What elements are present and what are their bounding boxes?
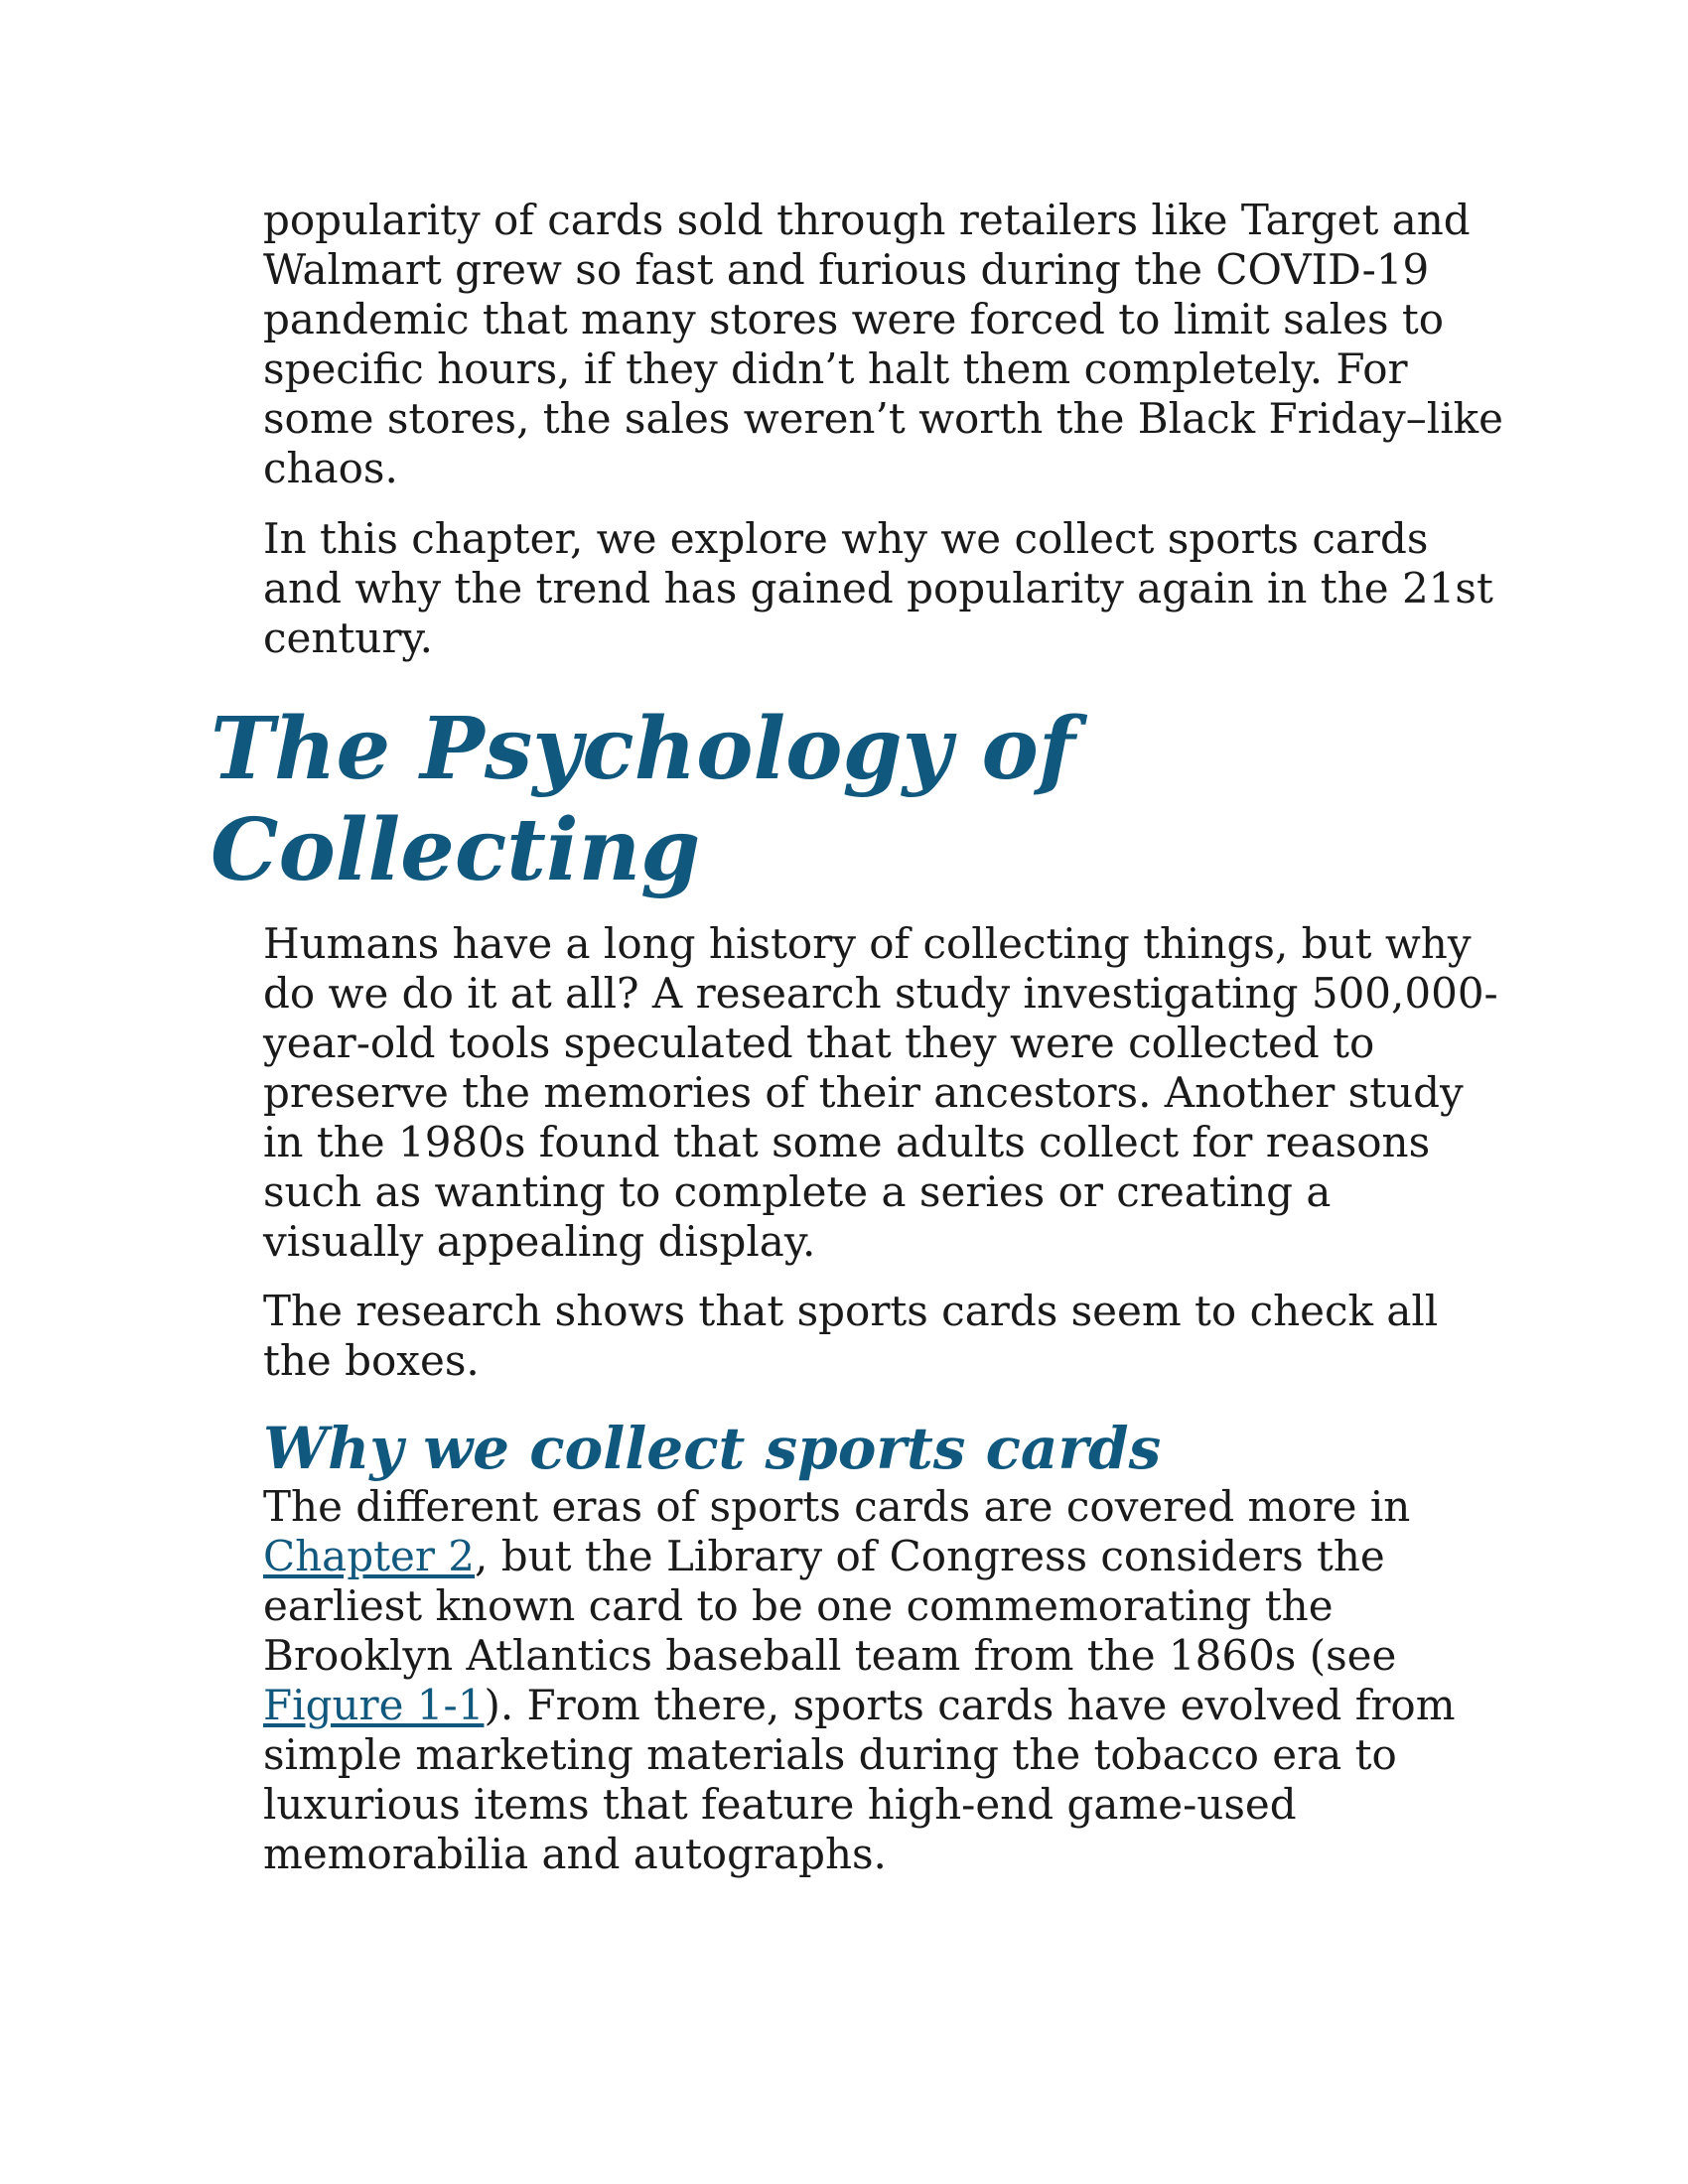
- paragraph-card-eras-text-1: The different eras of sports cards are covered more in: [263, 1482, 1411, 1531]
- section-heading-psychology-of-collecting: [211, 699, 1501, 901]
- paragraph-chapter-intro: In this chapter, we explore why we collect sports cards and why the trend has gained popularity again in the 21st century.: [263, 514, 1493, 662]
- paragraph-retail-popularity: popularity of cards sold through retailers like Target and Walmart grew so fast and furious during the COVID-19 pandemic that many stores were forced to limit sales to specific hours, if they didn’t halt them completely. For some stores, the sales weren’t worth the Black Friday–like chaos.: [263, 196, 1503, 492]
- figure-1-1-link[interactable]: Figure 1-1: [263, 1681, 485, 1729]
- paragraph-card-eras-text-3: ). From there, sports cards have evolved from simple marketing materials during the tobacco era to luxurious items that feature high-end game-used memorabilia and autographs.: [263, 1681, 1456, 1878]
- paragraph-research-boxes: The research shows that sports cards seem to check all the boxes.: [263, 1287, 1439, 1385]
- chapter-2-link[interactable]: Chapter 2: [263, 1532, 475, 1580]
- subsection-heading-why-we-collect: Why we collect sports cards: [263, 1415, 1162, 1482]
- paragraph-card-eras: [263, 1482, 1504, 1879]
- section-heading-line-1: The Psychology of: [211, 699, 1075, 799]
- paragraph-history-of-collecting: Humans have a long history of collecting things, but why do we do it at all? A research study investigating 500,000-year-old tools speculated that they were collected to preserve the memories of their ancestors. Another study in the 1980s found that some adults collect for reasons such as wanting to complete a series or creating a visually appealing display.: [263, 919, 1498, 1266]
- section-heading-line-2: Collecting: [211, 800, 701, 900]
- paragraph-card-eras-text-2: , but the Library of Congress considers the earliest known card to be one commemorating the Brooklyn Atlantics baseball team from the 1860s (see: [263, 1532, 1397, 1680]
